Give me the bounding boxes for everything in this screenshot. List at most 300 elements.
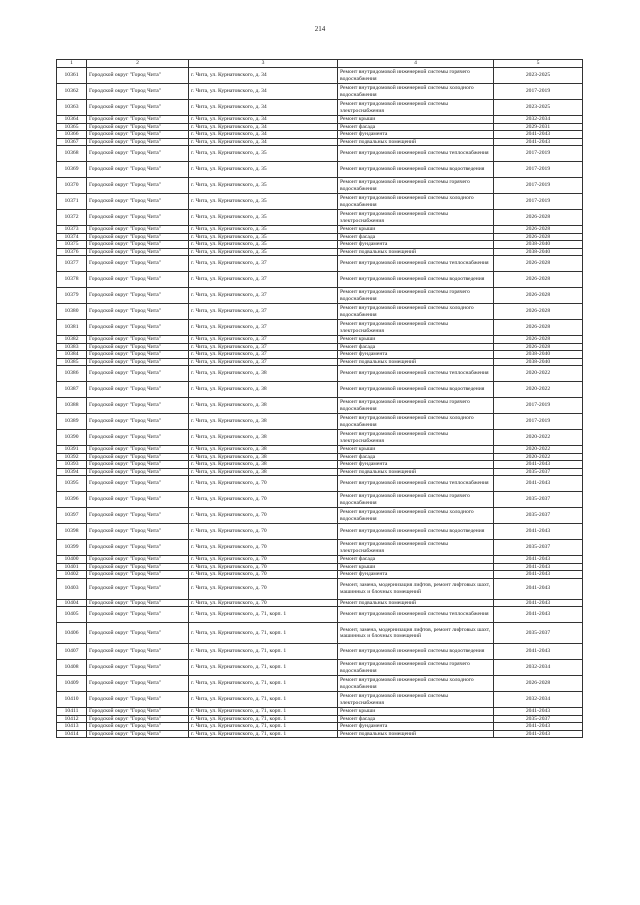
row-number-cell: 10361 bbox=[57, 68, 87, 84]
period-cell: 2026-2028 bbox=[494, 272, 583, 288]
period-cell: 2017-2019 bbox=[494, 398, 583, 414]
row-number-cell: 10397 bbox=[57, 508, 87, 524]
table-row bbox=[57, 366, 583, 382]
period-cell: 2026-2028 bbox=[494, 288, 583, 304]
period-cell: 2035-2037 bbox=[494, 508, 583, 524]
district-cell: Городской округ "Город Чита" bbox=[87, 336, 189, 344]
row-number-cell: 10385 bbox=[57, 358, 87, 366]
table-row bbox=[57, 351, 583, 359]
address-cell: г. Чита, ул. Курнатовского, д. 71, корп. 1 bbox=[189, 623, 338, 644]
work-type-cell: Ремонт фасада bbox=[338, 123, 494, 131]
work-type-cell: Ремонт внутридомовой инженерной системы теплоснабжения bbox=[338, 256, 494, 272]
work-type-cell: Ремонт внутридомовой инженерной системы холодного водоснабжения bbox=[338, 304, 494, 320]
period-cell: 2041-2043 bbox=[494, 131, 583, 139]
work-type-cell: Ремонт фасада bbox=[338, 453, 494, 461]
work-type-cell: Ремонт фасада bbox=[338, 715, 494, 723]
address-cell: г. Чита, ул. Курнатовского, д. 38 bbox=[189, 398, 338, 414]
row-number-cell: 10394 bbox=[57, 468, 87, 476]
district-cell: Городской округ "Город Чита" bbox=[87, 571, 189, 579]
work-type-cell: Ремонт внутридомовой инженерной системы теплоснабжения bbox=[338, 146, 494, 162]
row-number-cell: 10404 bbox=[57, 599, 87, 607]
work-type-cell: Ремонт внутридомовой инженерной системы электроснабжения bbox=[338, 692, 494, 708]
period-cell: 2026-2028 bbox=[494, 676, 583, 692]
work-type-cell: Ремонт внутридомовой инженерной системы водоотведения bbox=[338, 382, 494, 398]
column-header: 3 bbox=[189, 60, 338, 68]
table-row bbox=[57, 304, 583, 320]
district-cell: Городской округ "Город Чита" bbox=[87, 366, 189, 382]
table-row bbox=[57, 178, 583, 194]
address-cell: г. Чита, ул. Курнатовского, д. 37 bbox=[189, 304, 338, 320]
period-cell: 2041-2043 bbox=[494, 730, 583, 738]
row-number-cell: 10381 bbox=[57, 320, 87, 336]
district-cell: Городской округ "Город Чита" bbox=[87, 68, 189, 84]
address-cell: г. Чита, ул. Курнатовского, д. 34 bbox=[189, 68, 338, 84]
address-cell: г. Чита, ул. Курнатовского, д. 70 bbox=[189, 540, 338, 556]
district-cell: Городской округ "Город Чита" bbox=[87, 730, 189, 738]
address-cell: г. Чита, ул. Курнатовского, д. 37 bbox=[189, 256, 338, 272]
address-cell: г. Чита, ул. Курнатовского, д. 71, корп. 1 bbox=[189, 644, 338, 660]
table-row bbox=[57, 68, 583, 84]
period-cell: 2017-2019 bbox=[494, 162, 583, 178]
district-cell: Городской округ "Город Чита" bbox=[87, 226, 189, 234]
table-row bbox=[57, 138, 583, 146]
table-row bbox=[57, 524, 583, 540]
address-cell: г. Чита, ул. Курнатовского, д. 38 bbox=[189, 461, 338, 469]
address-cell: г. Чита, ул. Курнатовского, д. 70 bbox=[189, 492, 338, 508]
address-cell: г. Чита, ул. Курнатовского, д. 35 bbox=[189, 241, 338, 249]
district-cell: Городской округ "Город Чита" bbox=[87, 563, 189, 571]
address-cell: г. Чита, ул. Курнатовского, д. 37 bbox=[189, 358, 338, 366]
row-number-cell: 10411 bbox=[57, 708, 87, 716]
row-number-cell: 10368 bbox=[57, 146, 87, 162]
work-type-cell: Ремонт внутридомовой инженерной системы электроснабжения bbox=[338, 210, 494, 226]
address-cell: г. Чита, ул. Курнатовского, д. 38 bbox=[189, 366, 338, 382]
table-row bbox=[57, 320, 583, 336]
district-cell: Городской округ "Город Чита" bbox=[87, 162, 189, 178]
row-number-cell: 10375 bbox=[57, 241, 87, 249]
period-cell: 2038-2040 bbox=[494, 351, 583, 359]
period-cell: 2041-2043 bbox=[494, 599, 583, 607]
period-cell: 2017-2019 bbox=[494, 194, 583, 210]
period-cell: 2041-2043 bbox=[494, 571, 583, 579]
district-cell: Городской округ "Город Чита" bbox=[87, 414, 189, 430]
period-cell: 2026-2028 bbox=[494, 304, 583, 320]
table-row bbox=[57, 398, 583, 414]
work-type-cell: Ремонт крыши bbox=[338, 446, 494, 454]
row-number-cell: 10371 bbox=[57, 194, 87, 210]
period-cell: 2041-2043 bbox=[494, 476, 583, 492]
period-cell: 2041-2043 bbox=[494, 556, 583, 564]
table-row bbox=[57, 84, 583, 100]
district-cell: Городской округ "Город Чита" bbox=[87, 508, 189, 524]
period-cell: 2020-2022 bbox=[494, 453, 583, 461]
district-cell: Городской округ "Город Чита" bbox=[87, 241, 189, 249]
work-type-cell: Ремонт фундамента bbox=[338, 131, 494, 139]
work-type-cell: Ремонт фасада bbox=[338, 343, 494, 351]
district-cell: Городской округ "Город Чита" bbox=[87, 116, 189, 124]
row-number-cell: 10395 bbox=[57, 476, 87, 492]
work-type-cell: Ремонт внутридомовой инженерной системы электроснабжения bbox=[338, 430, 494, 446]
period-cell: 2026-2028 bbox=[494, 256, 583, 272]
address-cell: г. Чита, ул. Курнатовского, д. 34 bbox=[189, 116, 338, 124]
district-cell: Городской округ "Город Чита" bbox=[87, 461, 189, 469]
row-number-cell: 10398 bbox=[57, 524, 87, 540]
table-row bbox=[57, 708, 583, 716]
district-cell: Городской округ "Город Чита" bbox=[87, 398, 189, 414]
address-cell: г. Чита, ул. Курнатовского, д. 37 bbox=[189, 351, 338, 359]
work-type-cell: Ремонт подвальных помещений bbox=[338, 248, 494, 256]
table-row bbox=[57, 343, 583, 351]
period-cell: 2041-2043 bbox=[494, 578, 583, 599]
work-type-cell: Ремонт фундамента bbox=[338, 571, 494, 579]
district-cell: Городской округ "Город Чита" bbox=[87, 715, 189, 723]
period-cell: 2032-2034 bbox=[494, 660, 583, 676]
table-row bbox=[57, 461, 583, 469]
table-row bbox=[57, 100, 583, 116]
address-cell: г. Чита, ул. Курнатовского, д. 38 bbox=[189, 430, 338, 446]
address-cell: г. Чита, ул. Курнатовского, д. 71, корп. 1 bbox=[189, 730, 338, 738]
work-type-cell: Ремонт, замена, модернизация лифтов, ремонт лифтовых шахт, машинных и блочных помещений bbox=[338, 623, 494, 644]
district-cell: Городской округ "Город Чита" bbox=[87, 100, 189, 116]
district-cell: Городской округ "Город Чита" bbox=[87, 524, 189, 540]
work-type-cell: Ремонт фундамента bbox=[338, 723, 494, 731]
work-type-cell: Ремонт подвальных помещений bbox=[338, 599, 494, 607]
district-cell: Городской округ "Город Чита" bbox=[87, 660, 189, 676]
period-cell: 2026-2028 bbox=[494, 343, 583, 351]
table-row bbox=[57, 233, 583, 241]
address-cell: г. Чита, ул. Курнатовского, д. 34 bbox=[189, 123, 338, 131]
district-cell: Городской округ "Город Чита" bbox=[87, 194, 189, 210]
address-cell: г. Чита, ул. Курнатовского, д. 35 bbox=[189, 233, 338, 241]
address-cell: г. Чита, ул. Курнатовского, д. 70 bbox=[189, 508, 338, 524]
row-number-cell: 10372 bbox=[57, 210, 87, 226]
district-cell: Городской округ "Город Чита" bbox=[87, 476, 189, 492]
table-row bbox=[57, 241, 583, 249]
row-number-cell: 10391 bbox=[57, 446, 87, 454]
address-cell: г. Чита, ул. Курнатовского, д. 71, корп. 1 bbox=[189, 715, 338, 723]
district-cell: Городской округ "Город Чита" bbox=[87, 320, 189, 336]
period-cell: 2041-2043 bbox=[494, 138, 583, 146]
row-number-cell: 10412 bbox=[57, 715, 87, 723]
period-cell: 2026-2028 bbox=[494, 336, 583, 344]
work-type-cell: Ремонт крыши bbox=[338, 116, 494, 124]
work-type-cell: Ремонт фундамента bbox=[338, 461, 494, 469]
district-cell: Городской округ "Город Чита" bbox=[87, 272, 189, 288]
table-row bbox=[57, 194, 583, 210]
row-number-cell: 10362 bbox=[57, 84, 87, 100]
row-number-cell: 10408 bbox=[57, 660, 87, 676]
district-cell: Городской округ "Город Чита" bbox=[87, 468, 189, 476]
district-cell: Городской округ "Город Чита" bbox=[87, 453, 189, 461]
period-cell: 2029-2031 bbox=[494, 123, 583, 131]
work-type-cell: Ремонт фасада bbox=[338, 233, 494, 241]
address-cell: г. Чита, ул. Курнатовского, д. 34 bbox=[189, 131, 338, 139]
district-cell: Городской округ "Город Чита" bbox=[87, 131, 189, 139]
district-cell: Городской округ "Город Чита" bbox=[87, 708, 189, 716]
table-row bbox=[57, 248, 583, 256]
address-cell: г. Чита, ул. Курнатовского, д. 35 bbox=[189, 248, 338, 256]
row-number-cell: 10365 bbox=[57, 123, 87, 131]
period-cell: 2035-2037 bbox=[494, 623, 583, 644]
row-number-cell: 10374 bbox=[57, 233, 87, 241]
address-cell: г. Чита, ул. Курнатовского, д. 70 bbox=[189, 599, 338, 607]
district-cell: Городской округ "Город Чита" bbox=[87, 540, 189, 556]
row-number-cell: 10376 bbox=[57, 248, 87, 256]
address-cell: г. Чита, ул. Курнатовского, д. 37 bbox=[189, 320, 338, 336]
period-cell: 2017-2019 bbox=[494, 414, 583, 430]
address-cell: г. Чита, ул. Курнатовского, д. 34 bbox=[189, 100, 338, 116]
address-cell: г. Чита, ул. Курнатовского, д. 70 bbox=[189, 571, 338, 579]
row-number-cell: 10370 bbox=[57, 178, 87, 194]
period-cell: 2023-2025 bbox=[494, 68, 583, 84]
district-cell: Городской округ "Город Чита" bbox=[87, 288, 189, 304]
period-cell: 2041-2043 bbox=[494, 461, 583, 469]
row-number-cell: 10363 bbox=[57, 100, 87, 116]
work-type-cell: Ремонт внутридомовой инженерной системы холодного водоснабжения bbox=[338, 508, 494, 524]
district-cell: Городской округ "Город Чита" bbox=[87, 123, 189, 131]
table-row bbox=[57, 644, 583, 660]
district-cell: Городской округ "Город Чита" bbox=[87, 146, 189, 162]
address-cell: г. Чита, ул. Курнатовского, д. 37 bbox=[189, 336, 338, 344]
address-cell: г. Чита, ул. Курнатовского, д. 35 bbox=[189, 178, 338, 194]
period-cell: 2035-2037 bbox=[494, 540, 583, 556]
period-cell: 2041-2043 bbox=[494, 644, 583, 660]
district-cell: Городской округ "Город Чита" bbox=[87, 723, 189, 731]
period-cell: 2020-2022 bbox=[494, 446, 583, 454]
row-number-cell: 10378 bbox=[57, 272, 87, 288]
table-row bbox=[57, 430, 583, 446]
work-type-cell: Ремонт внутридомовой инженерной системы водоотведения bbox=[338, 272, 494, 288]
period-cell: 2038-2040 bbox=[494, 358, 583, 366]
table-row bbox=[57, 556, 583, 564]
row-number-cell: 10367 bbox=[57, 138, 87, 146]
district-cell: Городской округ "Город Чита" bbox=[87, 599, 189, 607]
row-number-cell: 10380 bbox=[57, 304, 87, 320]
work-type-cell: Ремонт внутридомовой инженерной системы горячего водоснабжения bbox=[338, 178, 494, 194]
period-cell: 2017-2019 bbox=[494, 84, 583, 100]
row-number-cell: 10410 bbox=[57, 692, 87, 708]
table-row bbox=[57, 623, 583, 644]
period-cell: 2017-2019 bbox=[494, 178, 583, 194]
table-row bbox=[57, 692, 583, 708]
table-row bbox=[57, 508, 583, 524]
period-cell: 2026-2028 bbox=[494, 320, 583, 336]
table-row bbox=[57, 492, 583, 508]
table-row bbox=[57, 123, 583, 131]
work-type-cell: Ремонт внутридомовой инженерной системы электроснабжения bbox=[338, 540, 494, 556]
district-cell: Городской округ "Город Чита" bbox=[87, 676, 189, 692]
table-row bbox=[57, 210, 583, 226]
work-type-cell: Ремонт внутридомовой инженерной системы теплоснабжения bbox=[338, 366, 494, 382]
district-cell: Городской округ "Город Чита" bbox=[87, 382, 189, 398]
address-cell: г. Чита, ул. Курнатовского, д. 71, корп. 1 bbox=[189, 607, 338, 623]
work-type-cell: Ремонт внутридомовой инженерной системы электроснабжения bbox=[338, 100, 494, 116]
period-cell: 2038-2040 bbox=[494, 241, 583, 249]
table-row bbox=[57, 358, 583, 366]
period-cell: 2020-2022 bbox=[494, 382, 583, 398]
column-header: 5 bbox=[494, 60, 583, 68]
row-number-cell: 10383 bbox=[57, 343, 87, 351]
row-number-cell: 10407 bbox=[57, 644, 87, 660]
table-row bbox=[57, 563, 583, 571]
district-cell: Городской округ "Город Чита" bbox=[87, 607, 189, 623]
work-type-cell: Ремонт внутридомовой инженерной системы водоотведения bbox=[338, 162, 494, 178]
address-cell: г. Чита, ул. Курнатовского, д. 37 bbox=[189, 272, 338, 288]
period-cell: 2041-2043 bbox=[494, 708, 583, 716]
district-cell: Городской округ "Город Чита" bbox=[87, 692, 189, 708]
row-number-cell: 10366 bbox=[57, 131, 87, 139]
table-row bbox=[57, 256, 583, 272]
work-type-cell: Ремонт крыши bbox=[338, 226, 494, 234]
period-cell: 2026-2028 bbox=[494, 226, 583, 234]
row-number-cell: 10390 bbox=[57, 430, 87, 446]
address-cell: г. Чита, ул. Курнатовского, д. 38 bbox=[189, 382, 338, 398]
work-type-cell: Ремонт внутридомовой инженерной системы горячего водоснабжения bbox=[338, 492, 494, 508]
address-cell: г. Чита, ул. Курнатовского, д. 34 bbox=[189, 84, 338, 100]
work-type-cell: Ремонт подвальных помещений bbox=[338, 730, 494, 738]
district-cell: Городской округ "Город Чита" bbox=[87, 492, 189, 508]
row-number-cell: 10369 bbox=[57, 162, 87, 178]
work-type-cell: Ремонт, замена, модернизация лифтов, ремонт лифтовых шахт, машинных и блочных помещений bbox=[338, 578, 494, 599]
district-cell: Городской округ "Город Чита" bbox=[87, 358, 189, 366]
work-type-cell: Ремонт внутридомовой инженерной системы теплоснабжения bbox=[338, 607, 494, 623]
row-number-cell: 10392 bbox=[57, 453, 87, 461]
work-type-cell: Ремонт внутридомовой инженерной системы горячего водоснабжения bbox=[338, 288, 494, 304]
row-number-cell: 10393 bbox=[57, 461, 87, 469]
address-cell: г. Чита, ул. Курнатовского, д. 70 bbox=[189, 563, 338, 571]
table-row bbox=[57, 715, 583, 723]
row-number-cell: 10401 bbox=[57, 563, 87, 571]
column-header: 4 bbox=[338, 60, 494, 68]
address-cell: г. Чита, ул. Курнатовского, д. 38 bbox=[189, 446, 338, 454]
district-cell: Городской округ "Город Чита" bbox=[87, 343, 189, 351]
period-cell: 2020-2022 bbox=[494, 430, 583, 446]
row-number-cell: 10382 bbox=[57, 336, 87, 344]
period-cell: 2041-2043 bbox=[494, 563, 583, 571]
district-cell: Городской округ "Город Чита" bbox=[87, 556, 189, 564]
column-header: 1 bbox=[57, 60, 87, 68]
work-type-cell: Ремонт внутридомовой инженерной системы водоотведения bbox=[338, 524, 494, 540]
row-number-cell: 10403 bbox=[57, 578, 87, 599]
period-cell: 2017-2019 bbox=[494, 146, 583, 162]
period-cell: 2035-2037 bbox=[494, 715, 583, 723]
address-cell: г. Чита, ул. Курнатовского, д. 71, корп. 1 bbox=[189, 692, 338, 708]
address-cell: г. Чита, ул. Курнатовского, д. 71, корп. 1 bbox=[189, 708, 338, 716]
row-number-cell: 10386 bbox=[57, 366, 87, 382]
row-number-cell: 10400 bbox=[57, 556, 87, 564]
address-cell: г. Чита, ул. Курнатовского, д. 70 bbox=[189, 556, 338, 564]
period-cell: 2032-2034 bbox=[494, 692, 583, 708]
table-row bbox=[57, 288, 583, 304]
period-cell: 2041-2043 bbox=[494, 607, 583, 623]
period-cell: 2032-2034 bbox=[494, 116, 583, 124]
work-type-cell: Ремонт крыши bbox=[338, 708, 494, 716]
district-cell: Городской округ "Город Чита" bbox=[87, 210, 189, 226]
district-cell: Городской округ "Город Чита" bbox=[87, 578, 189, 599]
table-row bbox=[57, 272, 583, 288]
address-cell: г. Чита, ул. Курнатовского, д. 35 bbox=[189, 194, 338, 210]
period-cell: 2038-2040 bbox=[494, 248, 583, 256]
table-row bbox=[57, 607, 583, 623]
address-cell: г. Чита, ул. Курнатовского, д. 70 bbox=[189, 524, 338, 540]
district-cell: Городской округ "Город Чита" bbox=[87, 351, 189, 359]
row-number-cell: 10396 bbox=[57, 492, 87, 508]
district-cell: Городской округ "Город Чита" bbox=[87, 178, 189, 194]
row-number-cell: 10413 bbox=[57, 723, 87, 731]
address-cell: г. Чита, ул. Курнатовского, д. 35 bbox=[189, 226, 338, 234]
address-cell: г. Чита, ул. Курнатовского, д. 70 bbox=[189, 578, 338, 599]
work-type-cell: Ремонт фундамента bbox=[338, 241, 494, 249]
row-number-cell: 10364 bbox=[57, 116, 87, 124]
row-number-cell: 10388 bbox=[57, 398, 87, 414]
work-type-cell: Ремонт подвальных помещений bbox=[338, 138, 494, 146]
row-number-cell: 10389 bbox=[57, 414, 87, 430]
district-cell: Городской округ "Город Чита" bbox=[87, 644, 189, 660]
work-type-cell: Ремонт внутридомовой инженерной системы холодного водоснабжения bbox=[338, 414, 494, 430]
work-type-cell: Ремонт внутридомовой инженерной системы холодного водоснабжения bbox=[338, 84, 494, 100]
district-cell: Городской округ "Город Чита" bbox=[87, 248, 189, 256]
table-row bbox=[57, 446, 583, 454]
work-type-cell: Ремонт внутридомовой инженерной системы холодного водоснабжения bbox=[338, 194, 494, 210]
row-number-cell: 10402 bbox=[57, 571, 87, 579]
page-number: 214 bbox=[314, 25, 326, 33]
district-cell: Городской округ "Город Чита" bbox=[87, 446, 189, 454]
period-cell: 2041-2043 bbox=[494, 723, 583, 731]
address-cell: г. Чита, ул. Курнатовского, д. 38 bbox=[189, 468, 338, 476]
table-row bbox=[57, 676, 583, 692]
table-row bbox=[57, 476, 583, 492]
district-cell: Городской округ "Город Чита" bbox=[87, 138, 189, 146]
table-row bbox=[57, 578, 583, 599]
table-row bbox=[57, 146, 583, 162]
row-number-cell: 10379 bbox=[57, 288, 87, 304]
address-cell: г. Чита, ул. Курнатовского, д. 70 bbox=[189, 476, 338, 492]
row-number-cell: 10405 bbox=[57, 607, 87, 623]
table-row bbox=[57, 414, 583, 430]
table-row bbox=[57, 162, 583, 178]
address-cell: г. Чита, ул. Курнатовского, д. 34 bbox=[189, 138, 338, 146]
row-number-cell: 10406 bbox=[57, 623, 87, 644]
work-type-cell: Ремонт внутридомовой инженерной системы холодного водоснабжения bbox=[338, 676, 494, 692]
table-row bbox=[57, 226, 583, 234]
district-cell: Городской округ "Город Чита" bbox=[87, 233, 189, 241]
work-type-cell: Ремонт внутридомовой инженерной системы горячего водоснабжения bbox=[338, 398, 494, 414]
address-cell: г. Чита, ул. Курнатовского, д. 38 bbox=[189, 414, 338, 430]
work-type-cell: Ремонт внутридомовой инженерной системы электроснабжения bbox=[338, 320, 494, 336]
row-number-cell: 10414 bbox=[57, 730, 87, 738]
table-row bbox=[57, 336, 583, 344]
period-cell: 2041-2043 bbox=[494, 524, 583, 540]
work-type-cell: Ремонт крыши bbox=[338, 336, 494, 344]
work-type-cell: Ремонт крыши bbox=[338, 563, 494, 571]
address-cell: г. Чита, ул. Курнатовского, д. 35 bbox=[189, 162, 338, 178]
row-number-cell: 10384 bbox=[57, 351, 87, 359]
column-header: 2 bbox=[87, 60, 189, 68]
address-cell: г. Чита, ул. Курнатовского, д. 71, корп. 1 bbox=[189, 723, 338, 731]
work-type-cell: Ремонт внутридомовой инженерной системы водоотведения bbox=[338, 644, 494, 660]
work-type-cell: Ремонт фундамента bbox=[338, 351, 494, 359]
address-cell: г. Чита, ул. Курнатовского, д. 37 bbox=[189, 343, 338, 351]
table-row bbox=[57, 599, 583, 607]
table-row bbox=[57, 571, 583, 579]
district-cell: Городской округ "Город Чита" bbox=[87, 430, 189, 446]
table-body bbox=[57, 60, 583, 738]
period-cell: 2023-2025 bbox=[494, 100, 583, 116]
work-type-cell: Ремонт внутридомовой инженерной системы горячего водоснабжения bbox=[338, 660, 494, 676]
work-type-cell: Ремонт подвальных помещений bbox=[338, 358, 494, 366]
district-cell: Городской округ "Город Чита" bbox=[87, 256, 189, 272]
row-number-cell: 10399 bbox=[57, 540, 87, 556]
